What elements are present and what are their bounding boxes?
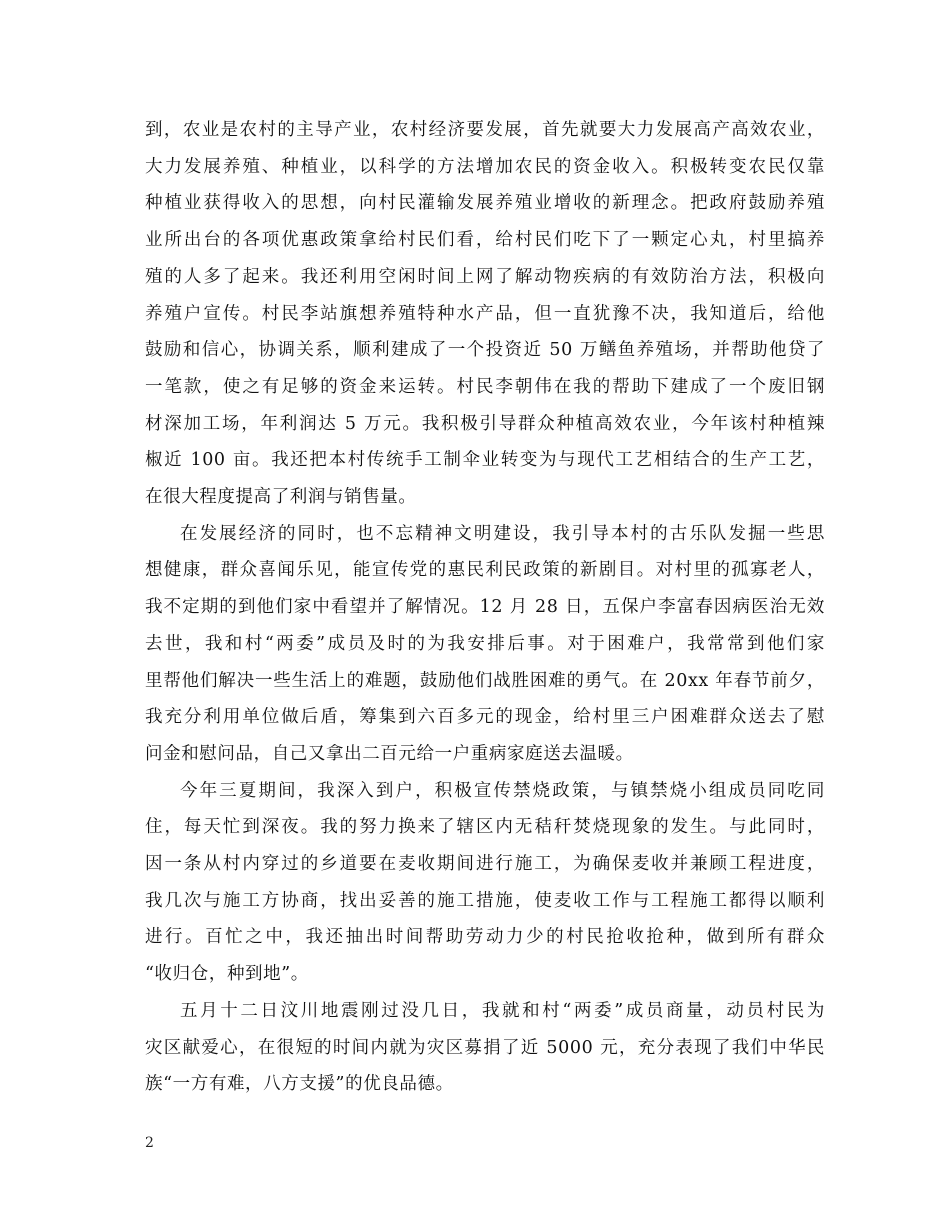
text-line: 椒近 100 亩。我还把本村传统手工制伞业转变为与现代工艺相结合的生产工艺， [145,450,825,471]
text-line: 到，农业是农村的主导产业，农村经济要发展，首先就要大力发展高产高效农业， [145,120,825,140]
text-line: 问金和慰问品，自己又拿出二百元给一户重病家庭送去温暖。 [145,743,634,764]
text-line: 在很大程度提高了利润与销售量。 [145,487,417,508]
text-line: 大力发展养殖、种植业，以科学的方法增加农民的资金收入。积极转变农民仅靠 [145,156,825,177]
text-line: 今年三夏期间，我深入到户，积极宣传禁烧政策，与镇禁烧小组成员同吃同 [180,780,825,801]
text-line: “收归仓，种到地”。 [145,964,309,985]
text-line: 材深加工场，年利润达 5 万元。我积极引导群众种植高效农业，今年该村种植辣 [145,413,825,434]
text-line: 想健康，群众喜闻乐见，能宣传党的惠民利民政策的新剧目。对村里的孤寡老人， [145,560,825,581]
text-line: 殖的人多了起来。我还利用空闲时间上网了解动物疾病的有效防治方法，积极向 [145,266,825,287]
text-line: 我不定期的到他们家中看望并了解情况。12 月 28 日，五保户李富春因病医治无效 [145,597,825,618]
text-line: 族“一方有难，八方支援”的优良品德。 [145,1074,454,1095]
text-line: 五月十二日汶川地震刚过没几日，我就和村“两委”成员商量，动员村民为 [180,1000,825,1021]
text-line: 一笔款，使之有足够的资金来运转。村民李朝伟在我的帮助下建成了一个废旧钢 [145,376,825,397]
text-line: 里帮他们解决一些生活上的难题，鼓励他们战胜困难的勇气。在 20xx 年春节前夕， [145,670,825,691]
text-line: 鼓励和信心，协调关系，顺利建成了一个投资近 50 万鳝鱼养殖场，并帮助他贷了 [145,340,825,361]
paragraph-4 [145,993,825,1103]
text-line: 在发展经济的同时，也不忘精神文明建设，我引导本村的古乐队发掘一些思 [180,523,825,544]
text-line: 住，每天忙到深夜。我的努力换来了辖区内无秸秆焚烧现象的发生。与此同时， [145,817,825,838]
paragraph-2 [145,516,825,773]
text-line: 去世，我和村“两委”成员及时的为我安排后事。对于困难户，我常常到他们家 [145,633,825,654]
text-line: 我几次与施工方协商，找出妥善的施工措施，使麦收工作与工程施工都得以顺利 [145,890,825,911]
text-line: 灾区献爱心，在很短的时间内就为灾区募捐了近 5000 元，充分表现了我们中华民 [145,1037,825,1058]
text-line: 种植业获得收入的思想，向村民灌输发展养殖业增收的新理念。把政府鼓励养殖 [145,193,825,214]
body-text [145,112,825,1103]
page-number: 2 [145,1135,154,1151]
text-line: 我充分利用单位做后盾，筹集到六百多元的现金，给村里三户困难群众送去了慰 [145,707,825,728]
text-line: 因一条从村内穿过的乡道要在麦收期间进行施工，为确保麦收并兼顾工程进度， [145,854,825,875]
paragraph-3 [145,773,825,993]
text-line: 进行。百忙之中，我还抽出时间帮助劳动力少的村民抢收抢种，做到所有群众 [145,927,825,948]
paragraph-1 [145,112,825,516]
text-line: 养殖户宣传。村民李站旗想养殖特种水产品，但一直犹豫不决，我知道后，给他 [145,303,825,324]
text-line: 业所出台的各项优惠政策拿给村民们看，给村民们吃下了一颗定心丸，村里搞养 [145,230,825,251]
